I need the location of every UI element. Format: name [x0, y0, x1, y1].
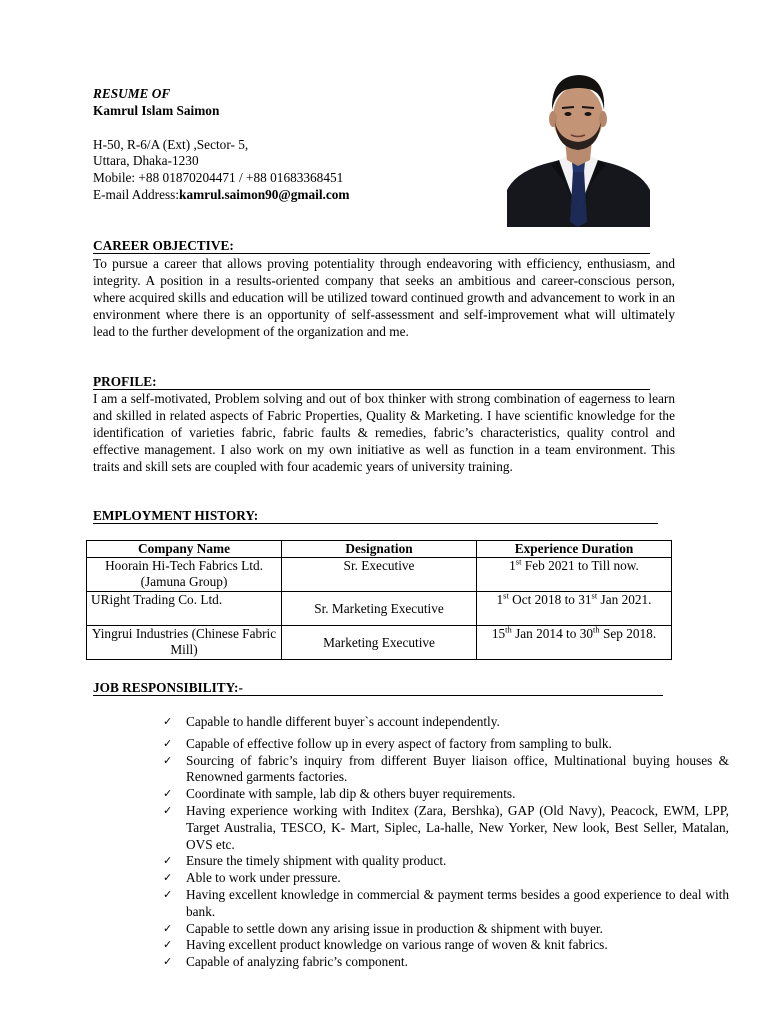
designation-cell: Marketing Executive [282, 626, 477, 660]
table-row [87, 626, 672, 660]
address-line-2: Uttara, Dhaka-1230 [93, 153, 199, 169]
duration-cell: 1st Oct 2018 to 31st Jan 2021. [477, 592, 672, 626]
resume-header [93, 86, 350, 204]
profile-heading: PROFILE: [93, 374, 650, 390]
table-row [87, 558, 672, 592]
list-item: ✓ Capable of analyzing fabric’s component. [163, 954, 408, 970]
checkmark-icon: ✓ [163, 787, 173, 801]
designation-cell: Sr. Marketing Executive [282, 592, 477, 626]
list-item: ✓ Capable to handle different buyer`s account independently. [163, 714, 500, 729]
responsibility-list [163, 714, 729, 971]
checkmark-icon: ✓ [163, 955, 173, 969]
email-label: E-mail Address: [93, 186, 180, 202]
employment-table [86, 540, 672, 660]
address-line-1: H-50, R-6/A (Ext) ,Sector- 5, [93, 136, 249, 152]
career-objective-heading: CAREER OBJECTIVE: [93, 238, 650, 254]
company-cell: Yingrui Industries (Chinese Fabric Mill) [87, 626, 282, 660]
mobile-number: Mobile: +88 01870204471 / +88 01683368451 [93, 170, 344, 186]
resume-of-label: RESUME OF [93, 86, 171, 101]
list-item: ✓ Having excellent product knowledge on various range of woven & knit fabrics. [163, 937, 608, 953]
career-objective-text: To pursue a career that allows proving potentiality through endeavoring with efficiency, enthusiasm, and integrity. A position in a results-oriented company that seeks an ambitious and career-conscious person, where acquired skills and education will be utilized toward continued growth and advancement to work in an environment where there is an opportunity of self-assessment and self-improvement what will ultimately lead to the further development of the organization and me. [93, 256, 675, 339]
list-item: ✓ Coordinate with sample, lab dip & others buyer requirements. [163, 786, 516, 802]
table-row [87, 592, 672, 626]
profile-text: I am a self-motivated, Problem solving and out of box thinker with strong combination of eagerness to learn and skilled in related aspects of Fabric Properties, Quality & Marketing. I have scientific knowledge for the identification of varieties fabric, fabric faults & remedies, fabric’s characteristics, quality control and effective management. I also work on my own initiative as well as function in a team environment. This traits and skill sets are coupled with four academic years of university training. [93, 391, 675, 474]
checkmark-icon: ✓ [163, 803, 173, 817]
list-item: ✓ Having experience working with Inditex (Zara, Bershka), GAP (Old Navy), Peacock, EWM, LPP, Target Australia, TESCO, K- Mart, Siplec, La-halle, New Yorker, New look, Best Seller, Matalan, OVS etc. [163, 802, 729, 852]
checkmark-icon: ✓ [163, 921, 173, 935]
designation-cell: Sr. Executive [282, 558, 477, 592]
email-address: kamrul.saimon90@gmail.com [179, 186, 350, 202]
company-cell: URight Trading Co. Ltd. [87, 592, 282, 626]
list-item: ✓ Ensure the timely shipment with quality product. [163, 853, 447, 869]
list-item: ✓ Capable of effective follow up in every aspect of factory from sampling to bulk. [163, 735, 612, 751]
column-header-designation: Designation [282, 541, 477, 558]
employment-history-heading: EMPLOYMENT HISTORY: [93, 508, 658, 524]
list-item: ✓ Having excellent knowledge in commercial & payment terms besides a good experience to deal with bank. [163, 886, 729, 919]
checkmark-icon: ✓ [163, 736, 173, 750]
checkmark-icon: ✓ [163, 871, 173, 885]
checkmark-icon: ✓ [163, 753, 173, 767]
duration-cell: 1st Feb 2021 to Till now. [477, 558, 672, 592]
email-line [93, 187, 350, 204]
checkmark-icon: ✓ [163, 715, 173, 728]
column-header-company: Company Name [87, 541, 282, 558]
table-header-row [87, 541, 672, 558]
list-item: ✓ Capable to settle down any arising issue in production & shipment with buyer. [163, 920, 603, 936]
job-responsibility-heading: JOB RESPONSIBILITY:- [93, 680, 663, 696]
company-cell: Hoorain Hi-Tech Fabrics Ltd. (Jamuna Group) [87, 558, 282, 592]
duration-cell: 15th Jan 2014 to 30th Sep 2018. [477, 626, 672, 660]
profile-photo [507, 62, 650, 227]
checkmark-icon: ✓ [163, 887, 173, 901]
checkmark-icon: ✓ [163, 854, 173, 868]
checkmark-icon: ✓ [163, 938, 173, 952]
list-item: ✓ Sourcing of fabric’s inquiry from different Buyer liaison office, Multinational buying houses & Renowned garments factories. [163, 752, 729, 785]
candidate-name: Kamrul Islam Saimon [93, 102, 220, 118]
column-header-duration: Experience Duration [477, 541, 672, 558]
list-item: ✓ Able to work under pressure. [163, 870, 341, 886]
